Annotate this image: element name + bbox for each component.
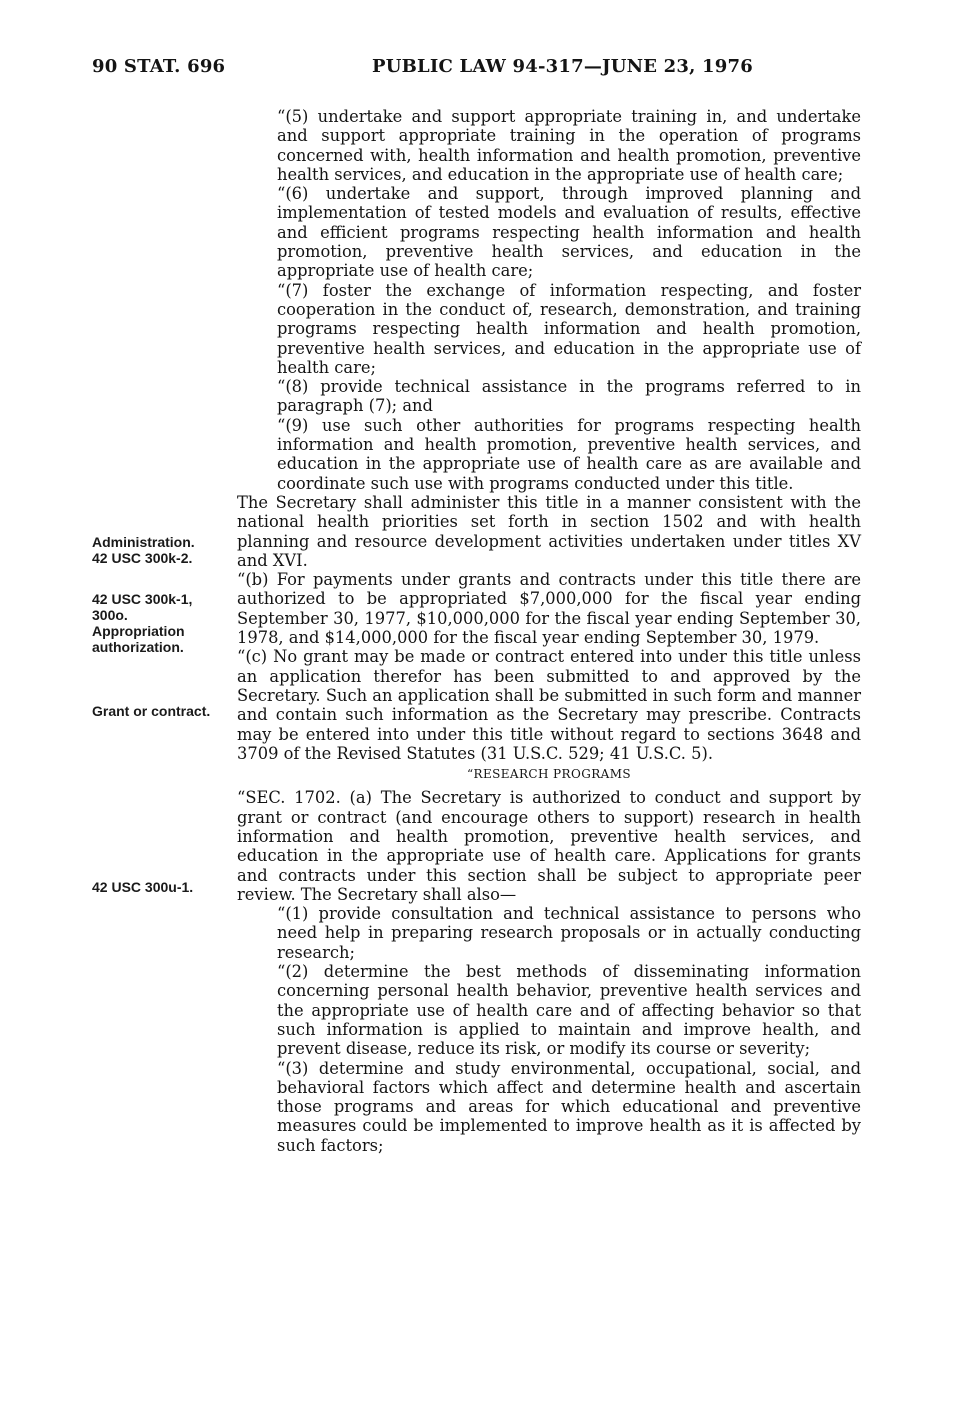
paragraph-9: “(9) use such other authorities for programs respecting health information and health promotion, preventive health services, and education in the appropriate use of health care as are available and coordinate such use with programs conducted under this title. bbox=[277, 415, 861, 493]
section-heading: “RESEARCH PROGRAMS bbox=[466, 767, 631, 782]
paragraph-1: “(1) provide consultation and technical assistance to persons who need help in preparing research proposals or in actually conducting research; bbox=[277, 904, 861, 962]
administration-paragraph: The Secretary shall administer this title in a manner consistent with the national health priorities set forth in section 1502 and with health planning and resource development activities undertaken under titles XV and XVI. bbox=[237, 492, 861, 570]
page-stat-number: 90 STAT. 696 bbox=[92, 56, 226, 77]
margin-note-appropriation: 42 USC 300k-1, 300o. Appropriation authorization. bbox=[92, 591, 193, 655]
paragraph-7: “(7) foster the exchange of information respecting, and foster cooperation in the conduct of, research, demonstration, and training programs respecting health information and health promotion, preventive health services, and education in the appropriate use of health care; bbox=[277, 280, 861, 377]
paragraph-6: “(6) undertake and support, through improved planning and implementation of tested models and evaluation of results, effective and efficient programs respecting health information and health promotion, preventive health services, and education in the appropriate use of health care; bbox=[277, 184, 861, 281]
subsection-b: “(b) For payments under grants and contracts under this title there are authorized to be appropriated $7,000,000 for the fiscal year ending September 30, 1977, $10,000,000 for the fiscal year ending September 30, 1978, and $14,000,000 for the fiscal year ending September 30, 1979. bbox=[237, 570, 861, 648]
margin-note-administration: Administration. 42 USC 300k-2. bbox=[92, 534, 195, 566]
margin-note-grant-or-contract: Grant or contract. bbox=[92, 703, 211, 719]
paragraph-3: “(3) determine and study environmental, occupational, social, and behavioral factors which affect and determine health and ascertain those programs and areas for which educational and preventive measures could be implemented to improve health as it is affected by such factors; bbox=[277, 1058, 861, 1155]
statute-text bbox=[237, 107, 861, 1155]
section-1702-a: “SEC. 1702. (a) The Secretary is authorized to conduct and support by grant or contract (and encourage others to support) research in health information and health promotion, preventive health services, and education in the appropriate use of health care. Applications for grants and contracts under this section shall be subject to appropriate peer review. The Secretary shall also— bbox=[237, 788, 861, 904]
subsection-c: “(c) No grant may be made or contract entered into under this title unless an application therefor has been submitted to and approved by the Secretary. Such an application shall be submitted in such form and manner and contain such information as the Secretary may prescribe. Contracts may be entered into under this title without regard to sections 3648 and 3709 of the Revised Statutes (31 U.S.C. 529; 41 U.S.C. 5). bbox=[237, 647, 861, 763]
paragraph-2: “(2) determine the best methods of disseminating information concerning personal health behavior, preventive health services and the appropriate use of health care and of affecting behavior so that such information is applied to maintain and improve health, and prevent disease, reduce its risk, or modify its course or severity; bbox=[277, 962, 861, 1059]
margin-note-300u-1: 42 USC 300u-1. bbox=[92, 879, 194, 895]
running-header: PUBLIC LAW 94-317—JUNE 23, 1976 bbox=[372, 56, 753, 77]
paragraph-5: “(5) undertake and support appropriate training in, and undertake and support appropriate training in the operation of programs concerned with, health information and health promotion, preventive health services, and education in the appropriate use of health care; bbox=[277, 107, 861, 184]
paragraph-8: “(8) provide technical assistance in the programs referred to in paragraph (7); and bbox=[277, 377, 861, 416]
